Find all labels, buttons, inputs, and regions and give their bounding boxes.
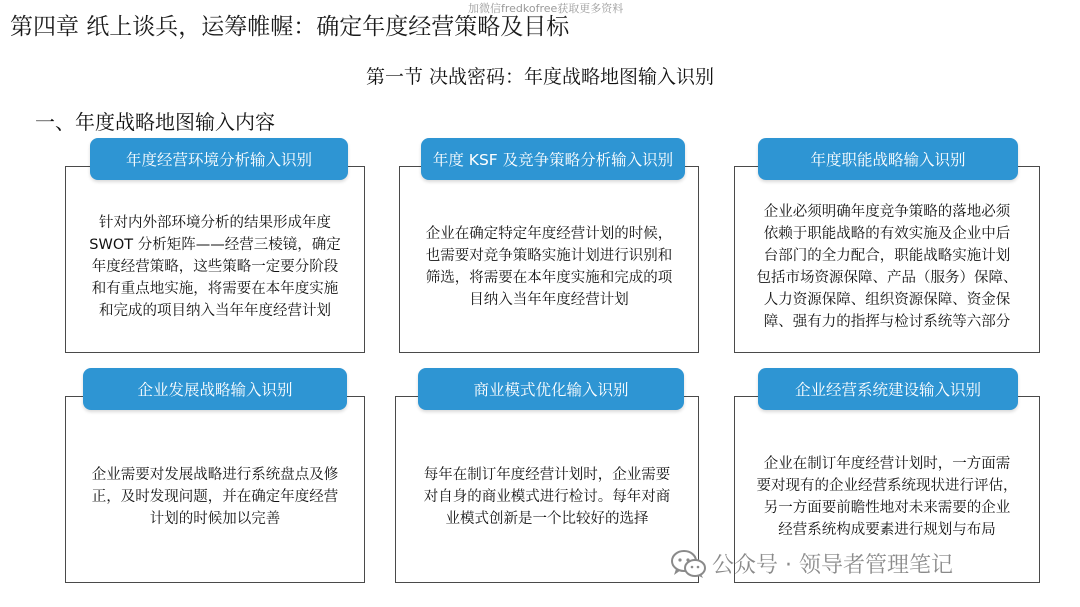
card-header: 年度经营环境分析输入识别: [90, 138, 348, 180]
card-line: 另一方面要前瞻性地对未来需要的企业: [763, 499, 1011, 516]
card-body: [65, 166, 365, 353]
card-line: 也需要对竞争策略实施计划进行识别和: [425, 247, 673, 264]
chapter-title: 第四章 纸上谈兵，运筹帷幄：确定年度经营策略及目标: [10, 14, 570, 40]
footer-watermark-text: 公众号 · 领导者管理笔记: [712, 553, 953, 578]
card-line: 依赖于职能战略的有效实施及企业中后: [763, 225, 1011, 242]
card-line: 筛选，将需要在本年度实施和完成的项: [425, 269, 673, 286]
card-line: 目纳入当年年度经营计划: [469, 291, 629, 308]
card-line: 对自身的商业模式进行检讨。每年对商: [423, 488, 671, 505]
card-header: 年度职能战略输入识别: [758, 138, 1018, 180]
subsection-title: 一、年度战略地图输入内容: [35, 110, 275, 134]
card-header: 企业发展战略输入识别: [83, 368, 347, 410]
footer-watermark: [670, 548, 953, 579]
card-functional-strategy: [734, 138, 1040, 353]
card-line: 针对内外部环境分析的结果形成年度: [98, 214, 331, 231]
card-text: [424, 464, 671, 530]
card-line: 障、强有力的指挥与检讨系统等六部分: [763, 313, 1011, 330]
card-line: SWOT 分析矩阵——经营三棱镜，确定: [89, 236, 341, 253]
card-text: [92, 464, 339, 530]
card-line: 和有重点地实施，将需要在本年度实施: [91, 280, 339, 297]
card-line: 包括市场资源保障、产品（服务）保障、: [756, 269, 1018, 286]
card-environment-analysis: [65, 138, 365, 353]
card-line: 人力资源保障、组织资源保障、资金保: [763, 291, 1011, 308]
card-line: 企业在确定特定年度经营计划的时候，: [425, 225, 673, 242]
card-body: [734, 166, 1040, 353]
section-title: 第一节 决战密码：年度战略地图输入识别: [365, 66, 715, 88]
card-line: 计划的时候加以完善: [149, 510, 281, 527]
card-line: 每年在制订年度经营计划时，企业需要: [423, 466, 671, 483]
card-development-strategy: [65, 368, 365, 583]
card-line: 要对现有的企业经营系统现状进行评估，: [756, 477, 1018, 494]
top-watermark: 加微信fredkofree获取更多资料: [468, 2, 624, 15]
card-line: 经营系统构成要素进行规划与布局: [778, 521, 996, 538]
card-text: [89, 212, 340, 322]
card-text: [426, 223, 673, 311]
card-line: 企业在制订年度经营计划时，一方面需: [763, 455, 1011, 472]
card-body: [399, 166, 699, 353]
card-body: [65, 396, 365, 583]
wechat-icon: [670, 549, 706, 579]
card-header: 企业经营系统建设输入识别: [758, 368, 1018, 410]
card-body: [395, 396, 699, 583]
card-line: 和完成的项目纳入当年年度经营计划: [98, 302, 331, 319]
card-ksf-competition: [399, 138, 699, 353]
card-text: [757, 201, 1018, 333]
card-business-model: [395, 368, 699, 583]
card-line: 企业必须明确年度竞争策略的落地必须: [763, 203, 1011, 220]
card-header: 商业模式优化输入识别: [418, 368, 684, 410]
card-line: 企业需要对发展战略进行系统盘点及修: [91, 466, 339, 483]
card-header: 年度 KSF 及竞争策略分析输入识别: [421, 138, 685, 180]
card-line: 台部门的全力配合，职能战略实施计划: [763, 247, 1011, 264]
card-text: [757, 453, 1018, 541]
card-line: 年度经营策略，这些策略一定要分阶段: [91, 258, 339, 275]
card-line: 正，及时发现问题，并在确定年度经营: [91, 488, 339, 505]
card-line: 业模式创新是一个比较好的选择: [445, 510, 649, 527]
